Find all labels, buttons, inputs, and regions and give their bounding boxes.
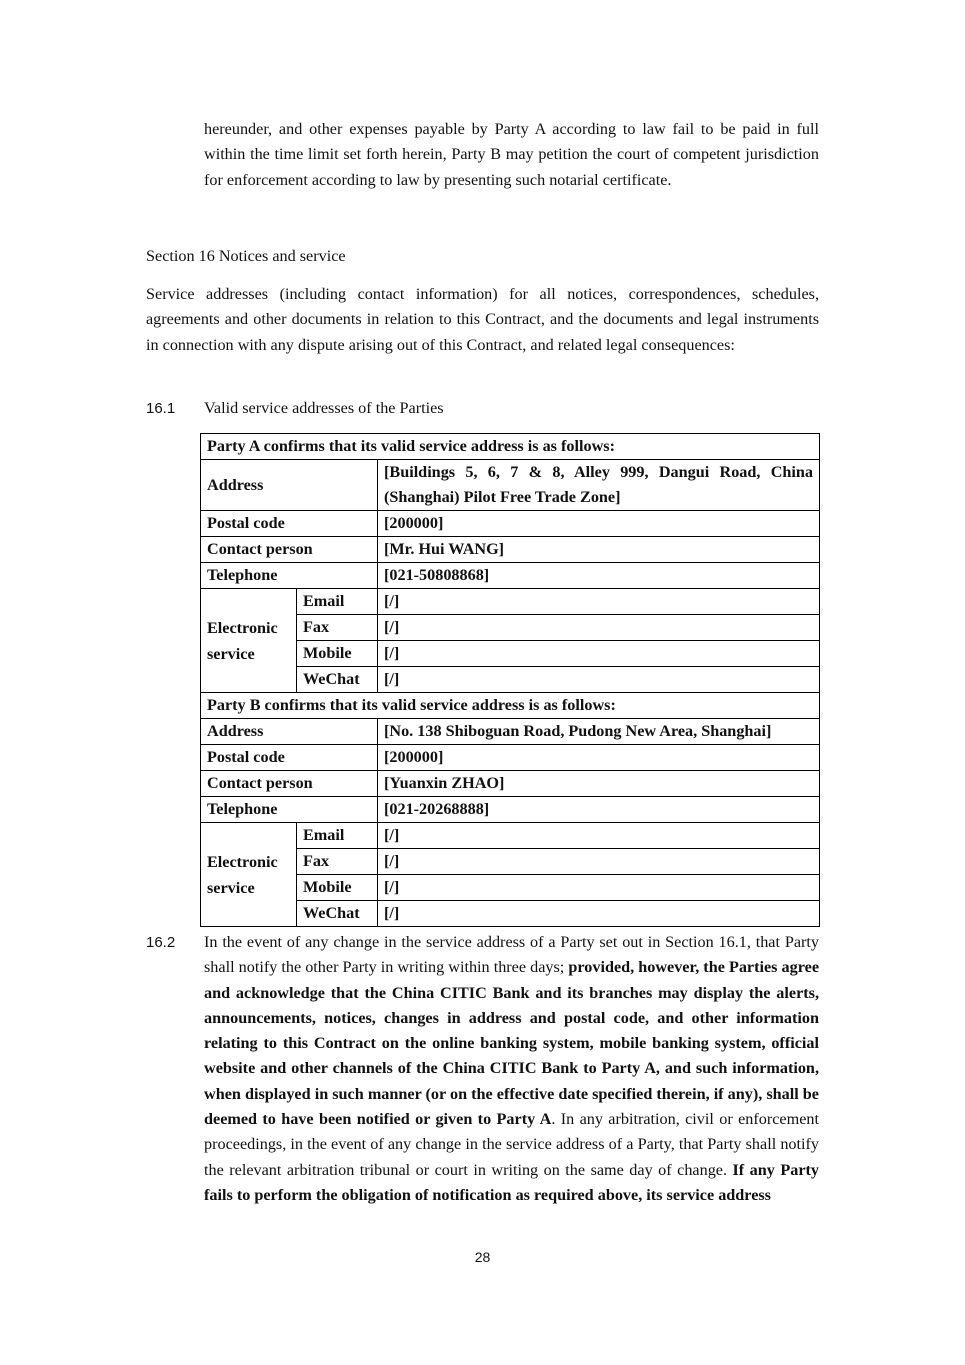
table-row [201, 537, 820, 563]
party-b-contact-label: Contact person [201, 771, 378, 797]
section-intro-paragraph: Service addresses (including contact information) for all notices, correspondences, schedules, agreements and other documents in relation to this Contract, and the documents and legal instruments in connection with any dispute arising out of this Contract, and related legal consequences: [146, 285, 819, 354]
clause-16-2-bold-2: If any Party fails to perform the obligation of notification as required above, its service address [204, 1160, 819, 1204]
party-a-mobile-value: [/] [378, 641, 820, 667]
clause-16-2-number: 16.2 [146, 934, 176, 951]
intro-paragraph: hereunder, and other expenses payable by Party A according to law fail to be paid in full within the time limit set forth herein, Party B may petition the court of competent jurisdiction for enforcement according to law by presenting such notarial certificate. [204, 120, 819, 189]
clause-16-1-title: Valid service addresses of the Parties [204, 399, 444, 417]
party-b-postal-label: Postal code [201, 745, 378, 771]
section-heading: Section 16 Notices and service [146, 247, 346, 265]
party-b-mobile-label: Mobile [297, 875, 378, 901]
table-row [201, 460, 820, 511]
party-a-postal-label: Postal code [201, 511, 378, 537]
party-b-phone-value: [021-20268888] [378, 797, 820, 823]
party-b-header: Party B confirms that its valid service address is as follows: [201, 693, 820, 719]
clause-16-2-text-2: . In any arbitration, civil or enforcement proceedings, in the event of any change in the service address of a Party, that Party shall notify the relevant arbitration tribunal or court in writing on the same day of change. [204, 1110, 819, 1179]
party-b-address-value: [No. 138 Shiboguan Road, Pudong New Area, Shanghai] [378, 719, 820, 745]
page-number: 28 [474, 1249, 491, 1265]
table-row [201, 693, 820, 719]
clause-16-2-paragraph [204, 930, 819, 1208]
party-b-electronic-label: Electronic service [201, 823, 297, 927]
service-address-table [200, 433, 820, 927]
party-a-address-value: [Buildings 5, 6, 7 & 8, Alley 999, Dangui Road, China (Shanghai) Pilot Free Trade Zone] [378, 460, 820, 511]
party-a-email-label: Email [297, 589, 378, 615]
table-row [201, 589, 820, 615]
table-row [201, 511, 820, 537]
party-a-wechat-label: WeChat [297, 667, 378, 693]
party-b-mobile-value: [/] [378, 875, 820, 901]
party-b-fax-value: [/] [378, 849, 820, 875]
party-a-contact-label: Contact person [201, 537, 378, 563]
table-row [201, 563, 820, 589]
party-a-phone-label: Telephone [201, 563, 378, 589]
party-a-header: Party A confirms that its valid service address is as follows: [201, 434, 820, 460]
party-b-wechat-label: WeChat [297, 901, 378, 927]
table-row [201, 719, 820, 745]
party-b-phone-label: Telephone [201, 797, 378, 823]
party-b-fax-label: Fax [297, 849, 378, 875]
party-a-phone-value: [021-50808868] [378, 563, 820, 589]
table-row [201, 823, 820, 849]
table-row [201, 434, 820, 460]
party-b-wechat-value: [/] [378, 901, 820, 927]
party-b-email-value: [/] [378, 823, 820, 849]
party-a-address-label: Address [201, 460, 378, 511]
party-b-email-label: Email [297, 823, 378, 849]
clause-16-1-number: 16.1 [146, 400, 176, 417]
party-a-mobile-label: Mobile [297, 641, 378, 667]
party-a-email-value: [/] [378, 589, 820, 615]
party-b-postal-value: [200000] [378, 745, 820, 771]
party-b-address-label: Address [201, 719, 378, 745]
table-row [201, 771, 820, 797]
party-a-electronic-label: Electronic service [201, 589, 297, 693]
party-a-fax-value: [/] [378, 615, 820, 641]
table-row [201, 745, 820, 771]
table-row [201, 797, 820, 823]
party-a-wechat-value: [/] [378, 667, 820, 693]
party-a-postal-value: [200000] [378, 511, 820, 537]
party-b-contact-value: [Yuanxin ZHAO] [378, 771, 820, 797]
party-a-contact-value: [Mr. Hui WANG] [378, 537, 820, 563]
clause-16-2-bold-1: provided, however, the Parties agree and acknowledge that the China CITIC Bank and its branches may display the alerts, announcements, notices, changes in address and postal code, and other information relating to this Contract on the online banking system, mobile banking system, official website and other channels of the China CITIC Bank to Party A, and such information, when displayed in such manner (or on the effective date specified therein, if any), shall be deemed to have been notified or given to Party A [204, 958, 820, 1129]
clause-16-2-text-1: In the event of any change in the service address of a Party set out in Section 16.1, that Party shall notify the other Party in writing within three days; [204, 933, 819, 977]
party-a-fax-label: Fax [297, 615, 378, 641]
